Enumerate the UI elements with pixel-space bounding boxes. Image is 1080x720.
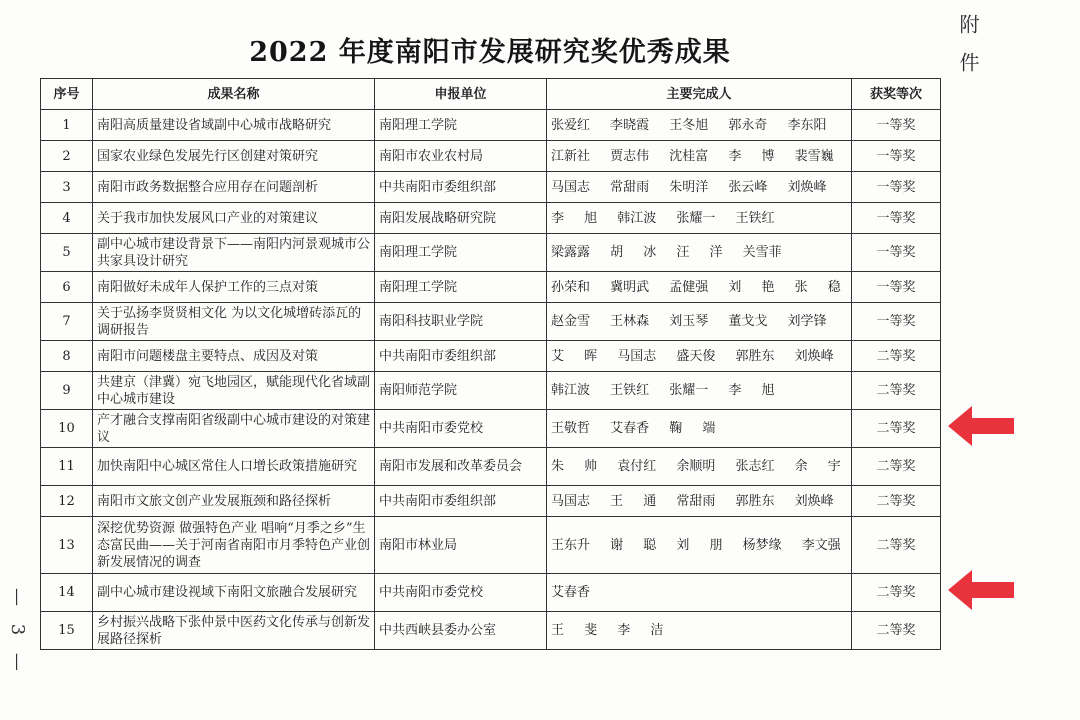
- row-people: 王敬哲 艾春香 鞠 端: [547, 410, 852, 448]
- row-award: 二等奖: [852, 574, 941, 612]
- row-org: 中共西峡县委办公室: [375, 612, 547, 650]
- row-people: 马国志 常甜雨 朱明洋 张云峰 刘焕峰: [547, 172, 852, 203]
- table-row: [41, 341, 941, 372]
- row-name: 副中心城市建设视域下南阳文旅融合发展研究: [93, 574, 375, 612]
- row-org: 中共南阳市委党校: [375, 410, 547, 448]
- table-row: [41, 303, 941, 341]
- row-award: 二等奖: [852, 486, 941, 517]
- table-row: [41, 486, 941, 517]
- row-seq: 12: [41, 486, 93, 517]
- table-row: [41, 372, 941, 410]
- row-seq: 8: [41, 341, 93, 372]
- row-org: 南阳科技职业学院: [375, 303, 547, 341]
- header-org: 申报单位: [375, 79, 547, 110]
- row-seq: 6: [41, 272, 93, 303]
- table-row: [41, 517, 941, 574]
- row-seq: 5: [41, 234, 93, 272]
- table-row: [41, 172, 941, 203]
- row-people: 韩江波 王铁红 张耀一 李 旭: [547, 372, 852, 410]
- row-people: 艾春香: [547, 574, 852, 612]
- row-org: 南阳理工学院: [375, 272, 547, 303]
- table-row: [41, 234, 941, 272]
- row-people: 李 旭 韩江波 张耀一 王铁红: [547, 203, 852, 234]
- row-org: 中共南阳市委组织部: [375, 172, 547, 203]
- row-people: 江新社 贾志伟 沈桂富 李 博 裴雪巍: [547, 141, 852, 172]
- row-award: 一等奖: [852, 234, 941, 272]
- table-row: [41, 574, 941, 612]
- table-header-row: [41, 79, 941, 110]
- row-people: 张爱红 李晓霞 王冬旭 郭永奇 李东阳: [547, 110, 852, 141]
- row-seq: 13: [41, 517, 93, 574]
- row-org: 南阳市林业局: [375, 517, 547, 574]
- row-award: 二等奖: [852, 517, 941, 574]
- row-seq: 9: [41, 372, 93, 410]
- row-award: 一等奖: [852, 172, 941, 203]
- row-org: 南阳师范学院: [375, 372, 547, 410]
- row-award: 一等奖: [852, 272, 941, 303]
- table-row: [41, 141, 941, 172]
- header-people: 主要完成人: [547, 79, 852, 110]
- row-org: 中共南阳市委党校: [375, 574, 547, 612]
- row-award: 一等奖: [852, 110, 941, 141]
- table-row: [41, 410, 941, 448]
- row-name: 副中心城市建设背景下——南阳内河景观城市公共家具设计研究: [93, 234, 375, 272]
- row-award: 二等奖: [852, 372, 941, 410]
- row-people: 朱 帅 袁付红 余顺明 张志红 余 宇: [547, 448, 852, 486]
- row-org: 南阳理工学院: [375, 110, 547, 141]
- row-people: 梁露露 胡 冰 汪 洋 关雪菲: [547, 234, 852, 272]
- row-award: 二等奖: [852, 448, 941, 486]
- row-seq: 4: [41, 203, 93, 234]
- row-name: 关于弘扬李贤贤相文化 为以文化城增砖添瓦的调研报告: [93, 303, 375, 341]
- row-people: 艾 晖 马国志 盛天俊 郭胜东 刘焕峰: [547, 341, 852, 372]
- row-org: 南阳市发展和改革委员会: [375, 448, 547, 486]
- header-award: 获奖等次: [852, 79, 941, 110]
- table-row: [41, 448, 941, 486]
- row-people: 马国志 王 通 常甜雨 郭胜东 刘焕峰: [547, 486, 852, 517]
- row-seq: 15: [41, 612, 93, 650]
- arrow-left-icon: [946, 568, 1018, 612]
- table-row: [41, 272, 941, 303]
- table-row: [41, 203, 941, 234]
- row-award: 一等奖: [852, 303, 941, 341]
- header-seq: 序号: [41, 79, 93, 110]
- row-seq: 7: [41, 303, 93, 341]
- row-name: 国家农业绿色发展先行区创建对策研究: [93, 141, 375, 172]
- row-org: 南阳市农业农村局: [375, 141, 547, 172]
- row-seq: 11: [41, 448, 93, 486]
- row-name: 加快南阳中心城区常住人口增长政策措施研究: [93, 448, 375, 486]
- row-name: 深挖优势资源 做强特色产业 唱响“月季之乡”生态富民曲——关于河南省南阳市月季特色产业创新发展情况的调查: [93, 517, 375, 574]
- row-people: 孙荣和 冀明武 孟健强 刘 艳 张 稳: [547, 272, 852, 303]
- arrow-left-icon: [946, 404, 1018, 448]
- table-row: [41, 612, 941, 650]
- document-title: 2022 年度南阳市发展研究奖优秀成果: [249, 37, 731, 68]
- row-name: 关于我市加快发展风口产业的对策建议: [93, 203, 375, 234]
- row-people: 赵金雪 王林森 刘玉琴 董戈戈 刘学锋: [547, 303, 852, 341]
- row-name: 南阳市政务数据整合应用存在问题剖析: [93, 172, 375, 203]
- row-award: 二等奖: [852, 410, 941, 448]
- row-people: 王 斐 李 洁: [547, 612, 852, 650]
- row-org: 南阳理工学院: [375, 234, 547, 272]
- row-name: 共建京（津冀）宛飞地园区，赋能现代化省域副中心城市建设: [93, 372, 375, 410]
- row-award: 二等奖: [852, 341, 941, 372]
- row-name: 南阳市文旅文创产业发展瓶颈和路径探析: [93, 486, 375, 517]
- row-name: 南阳做好未成年人保护工作的三点对策: [93, 272, 375, 303]
- row-org: 南阳发展战略研究院: [375, 203, 547, 234]
- results-table: [40, 78, 941, 650]
- row-award: 二等奖: [852, 612, 941, 650]
- row-name: 乡村振兴战略下张仲景中医药文化传承与创新发展路径探析: [93, 612, 375, 650]
- row-name: 南阳市问题楼盘主要特点、成因及对策: [93, 341, 375, 372]
- row-award: 一等奖: [852, 203, 941, 234]
- page-number: — 3 —: [7, 588, 28, 677]
- table-row: [41, 110, 941, 141]
- row-people: 王东升 谢 聪 刘 朋 杨梦缘 李文强: [547, 517, 852, 574]
- row-org: 中共南阳市委组织部: [375, 486, 547, 517]
- row-org: 中共南阳市委组织部: [375, 341, 547, 372]
- row-name: 南阳高质量建设省域副中心城市战略研究: [93, 110, 375, 141]
- row-seq: 10: [41, 410, 93, 448]
- row-seq: 1: [41, 110, 93, 141]
- row-name: 产才融合支撑南阳省级副中心城市建设的对策建议: [93, 410, 375, 448]
- row-award: 一等奖: [852, 141, 941, 172]
- row-seq: 14: [41, 574, 93, 612]
- row-seq: 3: [41, 172, 93, 203]
- row-seq: 2: [41, 141, 93, 172]
- attachment-label: 附件: [956, 14, 980, 90]
- header-name: 成果名称: [93, 79, 375, 110]
